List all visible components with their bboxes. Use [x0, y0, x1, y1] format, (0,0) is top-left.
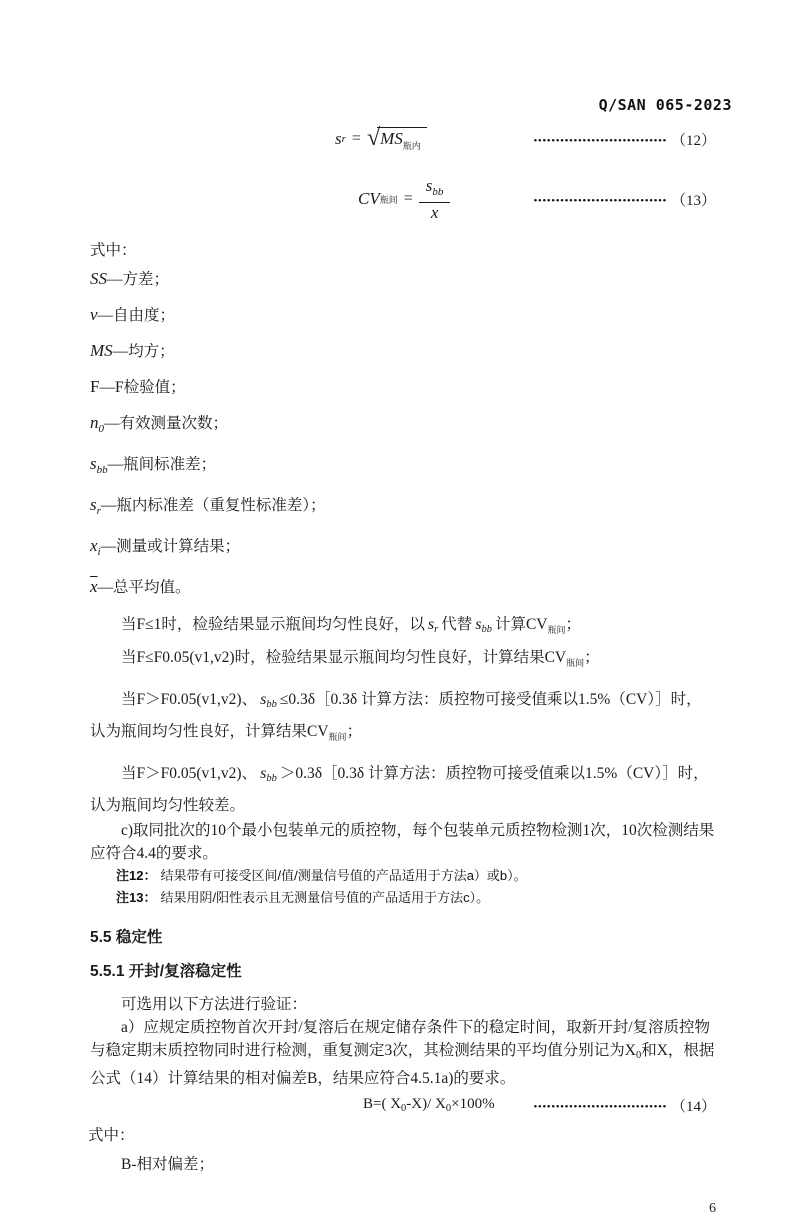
- definition-line: [90, 303, 716, 328]
- text-run: a）应规定质控物首次开封/复溶后在规定储存条件下的稳定时间，取新开封/复溶质控物与稳定期末质控物同时进行检测，重复测定3次，其检测结果的平均值分别记为X: [90, 1019, 710, 1059]
- inline-math-rsub: 0: [401, 1103, 407, 1114]
- definition-symbol: MS: [90, 341, 113, 360]
- definition-line: [90, 411, 716, 441]
- note-text: 结果带有可接受区间/值/测量信号值的产品适用于方法a）或b）。: [160, 868, 527, 883]
- definition-description: —瓶间标准差；: [107, 456, 217, 473]
- inline-math-rsub: 0: [635, 1050, 642, 1061]
- text-run: ≤0.3δ［0.3δ 计算方法：质控物可接受值乘以1.5%（CV）］时，认为瓶间均匀性良好，计算结果CV: [90, 691, 702, 740]
- text-run: 可选用以下方法进行验证：: [121, 996, 308, 1013]
- definition-line: [90, 267, 716, 292]
- text-run: 当F＞F0.05(v1,v2)、: [121, 691, 258, 708]
- definition-symbol-subscript: i: [97, 546, 101, 558]
- inline-math-rsub: 0: [445, 1103, 452, 1114]
- paragraph: [90, 819, 716, 865]
- doc-code-header: Q/SAN 065-2023: [598, 96, 732, 114]
- formula-12-number: （12）: [670, 132, 716, 149]
- definition-description: —均方；: [112, 343, 175, 360]
- formula-13-number: （13）: [670, 192, 716, 209]
- paragraph: [90, 760, 716, 819]
- equals-sign: =: [403, 190, 413, 207]
- definition-description: —测量或计算结果；: [100, 538, 241, 555]
- page-number: 6: [709, 1201, 716, 1216]
- text-run: 当F＞F0.05(v1,v2)、: [121, 765, 258, 782]
- inline-math-msub: bb: [481, 624, 492, 635]
- text-run: 当F≤F0.05(v1,v2)时，检验结果显示瓶间均匀性良好，计算结果CV: [121, 649, 567, 666]
- formula-13: [90, 173, 716, 225]
- formula-13-variable: CV: [358, 189, 380, 208]
- inline-math-cjksub: 瓶间: [566, 658, 585, 668]
- document-body: [90, 239, 716, 1178]
- formula-13-variable-subscript: 瓶间: [379, 194, 398, 205]
- inline-math-msub: bb: [266, 699, 277, 710]
- inline-math-msub: r: [434, 624, 439, 635]
- definition-symbol: SS: [90, 269, 107, 288]
- formula-12-radicand-subscript: 瓶内: [402, 140, 421, 151]
- note-label: 注12：: [116, 868, 157, 883]
- text-run: 和X，根据公式（14）计算结果的相对偏差B，结果应符合4.5.1a)的要求。: [90, 1042, 715, 1087]
- inline-math-mvar: s: [427, 616, 435, 633]
- definition-symbol-subscript: 0: [98, 423, 104, 435]
- radical-sign: √: [366, 124, 381, 151]
- text-run: ；: [584, 649, 600, 666]
- inline-math-cjksub: 瓶间: [328, 732, 347, 742]
- definition-symbol: s: [90, 495, 97, 514]
- formula-14: [90, 1092, 716, 1118]
- definition-symbol: v: [90, 305, 98, 324]
- formula-12-expression: [335, 124, 427, 152]
- paragraph: [90, 1016, 716, 1090]
- definition-line: [90, 375, 716, 400]
- definition-description: —方差；: [107, 271, 170, 288]
- inline-math-cjksub: 瓶间: [547, 625, 566, 635]
- paragraph: [90, 611, 716, 644]
- text-run: ×100%: [451, 1096, 495, 1112]
- definition-line: [90, 575, 716, 600]
- definition-symbol: F: [90, 377, 100, 396]
- fraction: [419, 177, 451, 222]
- definition-symbol: x: [90, 536, 98, 555]
- square-root-radical: [366, 124, 427, 152]
- text-run: 当F≤1时，检验结果显示瓶间均匀性良好，以: [121, 616, 425, 633]
- definition-description: —瓶内标准差（重复性标准差）；: [100, 497, 326, 514]
- definition-description: —F检验值；: [99, 379, 186, 396]
- text-run: ；: [565, 616, 582, 633]
- definition-line: [90, 493, 716, 523]
- text-run: c)取同批次的10个最小包装单元的质控物，每个包装单元质控物检测1次，10次检测结果应符合4.4的要求。: [90, 822, 715, 862]
- fraction-denominator: x: [430, 202, 439, 222]
- formula-12-radicand: MS: [380, 128, 403, 148]
- dot-leader: ••••••••••••••••••••••••••••••: [533, 195, 667, 207]
- text-run: 代替: [441, 616, 473, 633]
- dot-leader: ••••••••••••••••••••••••••••••: [533, 1101, 667, 1113]
- definition-symbol-subscript: r: [96, 505, 101, 517]
- text-run: ＞0.3δ［0.3δ 计算方法：质控物可接受值乘以1.5%（CV）］时，认为瓶间均匀性较差。: [90, 765, 709, 814]
- definition-line: [90, 452, 716, 482]
- where-label: 式中：: [90, 242, 137, 259]
- note-label: 注13：: [116, 890, 157, 905]
- text-run: ；: [346, 723, 363, 740]
- paragraph: [90, 644, 716, 677]
- equals-sign: =: [351, 130, 361, 147]
- fraction-numerator: s: [425, 175, 433, 195]
- formula-12-variable-subscript: r: [341, 133, 346, 145]
- text-run: B=( X: [363, 1096, 402, 1112]
- document-page: [0, 96, 800, 1227]
- formula-14-expression: [363, 1096, 495, 1114]
- note-text: 结果用阴/阳性表示且无测量信号值的产品适用于方法c）。: [160, 890, 490, 905]
- definition-description: —总平均值。: [97, 579, 191, 596]
- formula-12: [90, 121, 716, 157]
- section-heading: 5.5.1 开封/复溶稳定性: [90, 963, 242, 980]
- definition-line: B-相对偏差；: [121, 1156, 215, 1173]
- definition-description: —有效测量次数；: [104, 415, 229, 432]
- inline-math-mvar: s: [475, 616, 482, 633]
- text-run: -X)/ X: [406, 1096, 446, 1112]
- definition-symbol: $\overline{x}$: [90, 577, 98, 596]
- inline-math-mvar: s: [260, 691, 267, 708]
- dot-leader: ••••••••••••••••••••••••••••••: [533, 135, 667, 147]
- section-heading: 5.5 稳定性: [90, 929, 163, 946]
- formula-13-expression: [358, 177, 450, 222]
- text-run: 计算CV: [494, 616, 548, 633]
- definition-description: —自由度；: [97, 307, 176, 324]
- definition-symbol: s: [90, 454, 97, 473]
- definition-line: [90, 534, 716, 564]
- definition-symbol: n: [90, 413, 99, 432]
- where-label: 式中：: [88, 1127, 135, 1144]
- formula-14-number: （14）: [670, 1098, 716, 1115]
- paragraph: [90, 993, 716, 1016]
- definition-symbol-subscript: bb: [96, 464, 108, 476]
- paragraph: [90, 686, 716, 751]
- inline-math-msub: bb: [266, 773, 277, 784]
- inline-math-mvar: s: [260, 765, 267, 782]
- fraction-numerator-subscript: bb: [432, 185, 444, 198]
- formula-12-variable: s: [335, 129, 342, 148]
- note-line: [90, 865, 716, 887]
- note-line: [90, 887, 716, 909]
- definition-line: [90, 339, 716, 364]
